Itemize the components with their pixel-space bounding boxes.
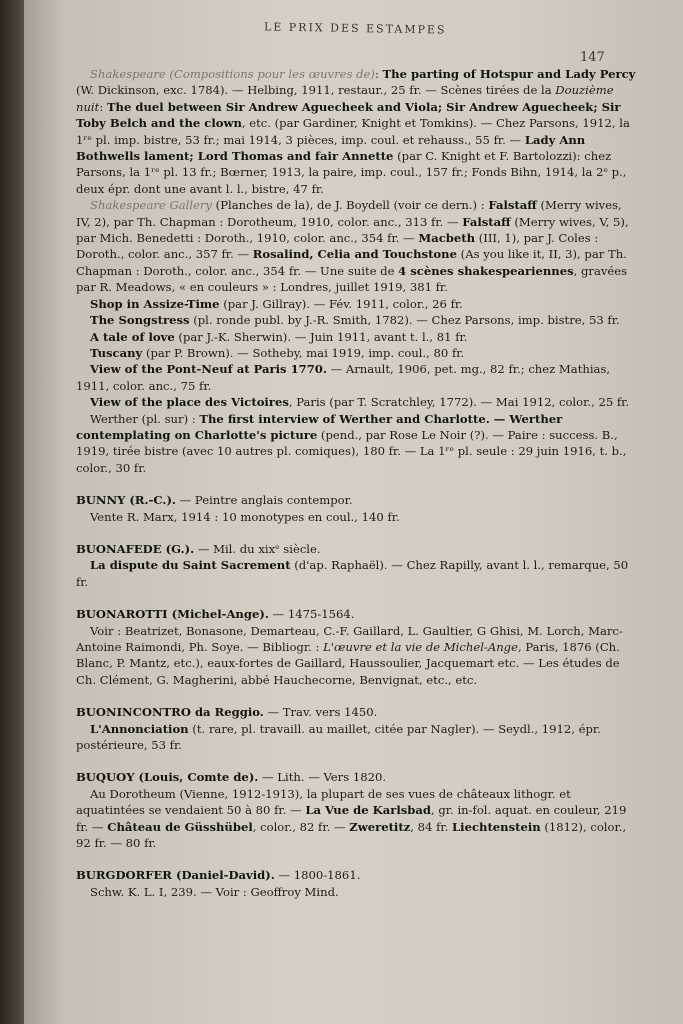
artist-name: BUQUOY (Louis, Comte de). xyxy=(76,770,259,785)
artist-name: BUNNY (R.-C.). xyxy=(76,493,176,508)
running-head: LE PRIX DES ESTAMPES xyxy=(263,20,447,37)
page-number: 147 xyxy=(580,50,605,65)
shakespeare-gallery-entry: Shakespeare Gallery (Planches de la), de J. Boydell (voir ce dern.) : Falstaff (Merry wives, IV, 2), par Th. Chapman : Dorotheum, 1910, color. anc., 313 fr. — Falstaff (Merry wives, V, 5), par Mich. Benedetti : Doroth., 1910, color. anc., 354 fr. — Macbeth (III, 1), par J. Coles : Doroth., color. anc., 357 fr. — Rosalind, Celia and Touchstone (As you like it, II, 3), par Th. Chapman : Doroth., color. anc., 354 fr. — Une suite de 4 scènes shakespeariennes, gravées par R. Meadows, « en couleurs » : Londres, juillet 1919, 381 fr. xyxy=(76,198,629,295)
artist-entry-burgdorfer: BURGDORFER (Daniel-David). — 1800-1861. Schw. K. L. I, 239. — Voir : Geoffroy Mind. xyxy=(76,868,361,899)
list-item: Shop in Assize-Time (par J. Gillray). — Fév. 1911, color., 26 fr. xyxy=(90,296,463,311)
list-item: Tuscany (par P. Brown). — Sotheby, mai 1919, imp. coul., 80 fr. xyxy=(90,345,465,360)
list-item: View of the Pont-Neuf at Paris 1770. — Arnault, 1906, pet. mg., 82 fr.; chez Mathias, 1911, color. anc., 75 fr. xyxy=(76,362,611,393)
shakespeare-entry: Shakespeare (Compositions pour les œuvres de): The parting of Hotspur and Lady Percy (W. Dickinson, exc. 1784). — Helbing, 1911, restaur., 25 fr. — Scènes tirées de la Douzième nuit: The duel between Sir Andrew Aguecheek and Viola; Sir Andrew Aguecheek; Sir Toby Belch and the clown, etc. (par Gardiner, Knight et Tomkins). — Chez Parsons, 1912, la 1ʳᵉ pl. imp. bistre, 53 fr.; mai 1914, 3 pièces, imp. coul. et rehauss., 55 fr. — Lady Ann Bothwells lament; Lord Thomas and fair Annette (par C. Knight et F. Bartolozzi): chez Parsons, la 1ʳᵉ pl. 13 fr.; Bœrner, 1913, la paire, imp. coul., 157 fr.; Fonds Bihn, 1914, la 2ᵉ p., deux épr. dont une avant l. l., bistre, 47 fr. xyxy=(76,67,636,196)
artist-name: BUONINCONTRO da Reggio. xyxy=(76,705,264,720)
list-item: View of the place des Victoires, Paris (par T. Scratchley, 1772). — Mai 1912, color., 25 fr. xyxy=(90,395,630,410)
artist-entry-buonarotti: BUONAROTTI (Michel-Ange). — 1475-1564. Voir : Beatrizet, Bonasone, Demarteau, C.-F. Gaillard, L. Gaultier, G Ghisi, M. Lorch, Marc-Antoine Raimondi, Ph. Soye. — Bibliogr. : L'œuvre et la vie de Michel-Ange, Paris, 1876 (Ch. Blanc, P. Mantz, etc.), eaux-fortes de Gaillard, Haussoulier, Jacquemart etc. — Les études de Ch. Clément, G. Magherini, abbé Hauchecorne, Benvignat, etc., etc. xyxy=(76,607,623,687)
artist-entry-buonincontro: BUONINCONTRO da Reggio. — Trav. vers 1450. L'Annonciation (t. rare, pl. travaill. au maillet, citée par Nagler). — Seydl., 1912, épr. postérieure, 53 fr. xyxy=(76,705,601,753)
werther-entry: Werther (pl. sur) : The first interview of Werther and Charlotte. — Werther contemplating on Charlotte's picture (pend., par Rose Le Noir (?). — Paire : success. B., 1919, tirée bistre (avec 10 autres pl. comiques), 180 fr. — La 1ʳᵉ pl. seule : 29 juin 1916, t. b., color., 30 fr. xyxy=(76,411,627,475)
book-page xyxy=(24,0,683,1024)
artist-entry-bunny: BUNNY (R.-C.). — Peintre anglais contempor. Vente R. Marx, 1914 : 10 monotypes en coul., 140 fr. xyxy=(76,493,400,524)
artist-name: BURGDORFER (Daniel-David). xyxy=(76,868,275,883)
artist-entry-buonafede: BUONAFEDE (G.). — Mil. du xixᵉ siècle. La dispute du Saint Sacrement (d'ap. Raphaël). — Chez Rapilly, avant l. l., remarque, 50 fr. xyxy=(76,541,629,589)
list-item: A tale of love (par J.-K. Sherwin). — Juin 1911, avant t. l., 81 fr. xyxy=(90,329,468,344)
artist-entry-buquoy: BUQUOY (Louis, Comte de). — Lith. — Vers 1820. Au Dorotheum (Vienne, 1912-1913), la plupart de ses vues de châteaux lithogr. et aquatintées se vendaient 50 à 80 fr. — La Vue de Karlsbad, gr. in-fol. aquat. en couleur, 219 fr. — Château de Güsshübel, color., 82 fr. — Zweretitz, 84 fr. Liechtenstein (1812), color., 92 fr. — 80 fr. xyxy=(76,770,627,851)
list-item: The Songstress (pl. ronde publ. by J.-R. Smith, 1782). — Chez Parsons, imp. bistre, 53 fr. xyxy=(90,313,620,328)
page-body xyxy=(76,66,636,900)
artist-name: BUONAFEDE (G.). xyxy=(76,541,195,556)
artist-name: BUONAROTTI (Michel-Ange). xyxy=(76,607,269,622)
